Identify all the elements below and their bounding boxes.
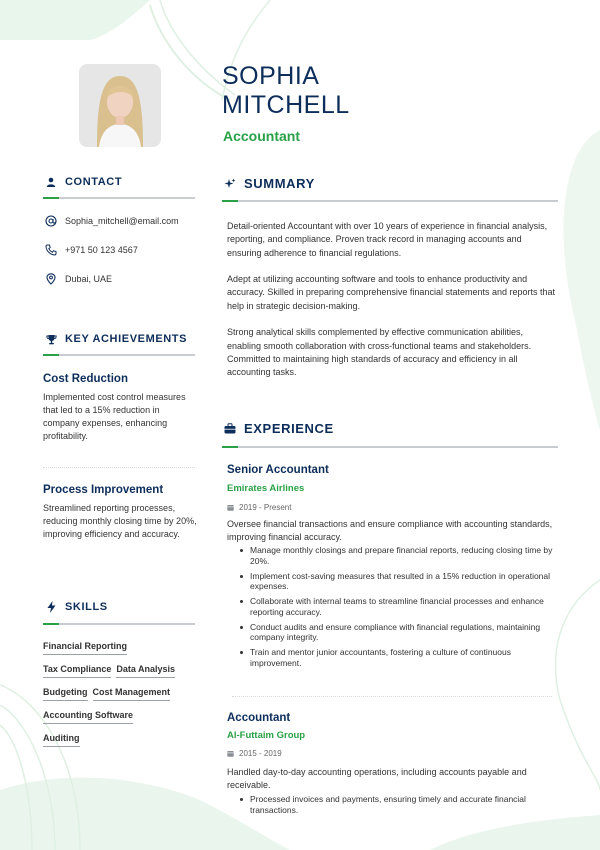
calendar-icon bbox=[227, 750, 234, 757]
skill-tag: Auditing bbox=[43, 733, 80, 747]
contact-location: Dubai, UAE bbox=[45, 273, 112, 285]
skill-tag: Cost Management bbox=[93, 687, 171, 701]
contact-email[interactable]: Sophia_mitchell@email.com bbox=[45, 215, 179, 227]
achievement-text: Implemented cost control measures that led to a 15% reduction in company expenses, enhancing profitability. bbox=[43, 392, 186, 441]
company-name: Emirates Airlines bbox=[227, 483, 305, 494]
phone-icon bbox=[45, 244, 57, 256]
job-dates: 2015 - 2019 bbox=[227, 749, 282, 758]
contact-divider bbox=[43, 197, 195, 199]
summary-paragraph: Detail-oriented Accountant with over 10 years of experience in financial analysis, reporting, and compliance. Proven track record in managing accounts and ensuring adherence to financial regulations. bbox=[227, 221, 548, 258]
skills-list bbox=[43, 641, 198, 756]
skill-tag: Budgeting bbox=[43, 687, 88, 701]
location-icon bbox=[45, 273, 57, 285]
list-item: Conduct audits and ensure compliance with financial regulations, maintaining company integrity. bbox=[238, 622, 556, 643]
skills-heading: SKILLS bbox=[45, 601, 108, 613]
last-name: MITCHELL bbox=[222, 91, 350, 119]
job-bullets bbox=[238, 794, 556, 820]
user-icon bbox=[45, 176, 57, 188]
achievement-title: Process Improvement bbox=[43, 484, 164, 496]
list-item: Implement cost-saving measures that resulted in a 15% reduction in operational expenses. bbox=[238, 571, 556, 592]
summary-paragraph: Strong analytical skills complemented by effective communication abilities, enabling smooth collaboration with cross-functional teams and stakeholders. Committed to maintaining high standards of accuracy and efficiency in all accounting tasks. bbox=[227, 327, 532, 378]
achievement-separator bbox=[43, 467, 195, 468]
job-separator bbox=[232, 696, 552, 697]
contact-phone[interactable]: +971 50 123 4567 bbox=[45, 244, 138, 256]
briefcase-icon bbox=[224, 423, 236, 435]
first-name: SOPHIA bbox=[222, 62, 320, 90]
company-name: Al-Futtaim Group bbox=[227, 730, 306, 741]
calendar-icon bbox=[227, 504, 234, 511]
achievement-text: Streamlined reporting processes, reducing monthly closing time by 20%, improving efficiency and accuracy. bbox=[43, 503, 197, 539]
job-bullets bbox=[238, 545, 556, 673]
profile-photo bbox=[79, 64, 161, 147]
summary-divider bbox=[222, 200, 558, 202]
skill-tag: Tax Compliance bbox=[43, 664, 111, 678]
achievements-divider bbox=[43, 354, 195, 356]
summary-heading: SUMMARY bbox=[224, 176, 315, 191]
achievement-title: Cost Reduction bbox=[43, 373, 128, 385]
job-dates: 2019 - Present bbox=[227, 503, 291, 512]
skill-tag: Data Analysis bbox=[116, 664, 175, 678]
skills-divider bbox=[43, 623, 195, 625]
job-description: Handled day-to-day accounting operations, including accounts payable and receivable. bbox=[227, 767, 527, 790]
trophy-icon bbox=[45, 333, 57, 345]
contact-heading: CONTACT bbox=[45, 176, 122, 188]
candidate-name bbox=[222, 62, 350, 120]
skill-tag: Financial Reporting bbox=[43, 641, 127, 655]
sparkle-icon bbox=[224, 178, 236, 190]
list-item: Collaborate with internal teams to streamline financial processes and enhance reporting accuracy. bbox=[238, 596, 556, 617]
experience-heading: EXPERIENCE bbox=[224, 421, 334, 436]
job-title: Accountant bbox=[223, 128, 300, 144]
skill-tag: Accounting Software bbox=[43, 710, 133, 724]
email-icon bbox=[45, 215, 57, 227]
bolt-icon bbox=[45, 601, 57, 613]
job-description: Oversee financial transactions and ensure compliance with accounting standards, improving financial accuracy. bbox=[227, 519, 553, 542]
experience-divider bbox=[222, 446, 558, 448]
summary-text bbox=[227, 220, 555, 393]
list-item: Processed invoices and payments, ensuring timely and accurate financial transactions. bbox=[238, 794, 556, 815]
job-title-heading: Accountant bbox=[227, 712, 291, 724]
job-title-heading: Senior Accountant bbox=[227, 464, 329, 476]
list-item: Manage monthly closings and prepare financial reports, reducing closing time by 20%. bbox=[238, 545, 556, 566]
list-item: Train and mentor junior accountants, fostering a culture of continuous improvement. bbox=[238, 647, 556, 668]
summary-paragraph: Adept at utilizing accounting software and tools to enhance productivity and accuracy. Skilled in preparing comprehensive financial statements and reports that help in strategic decision-making. bbox=[227, 274, 556, 311]
achievements-heading: KEY ACHIEVEMENTS bbox=[45, 333, 187, 345]
